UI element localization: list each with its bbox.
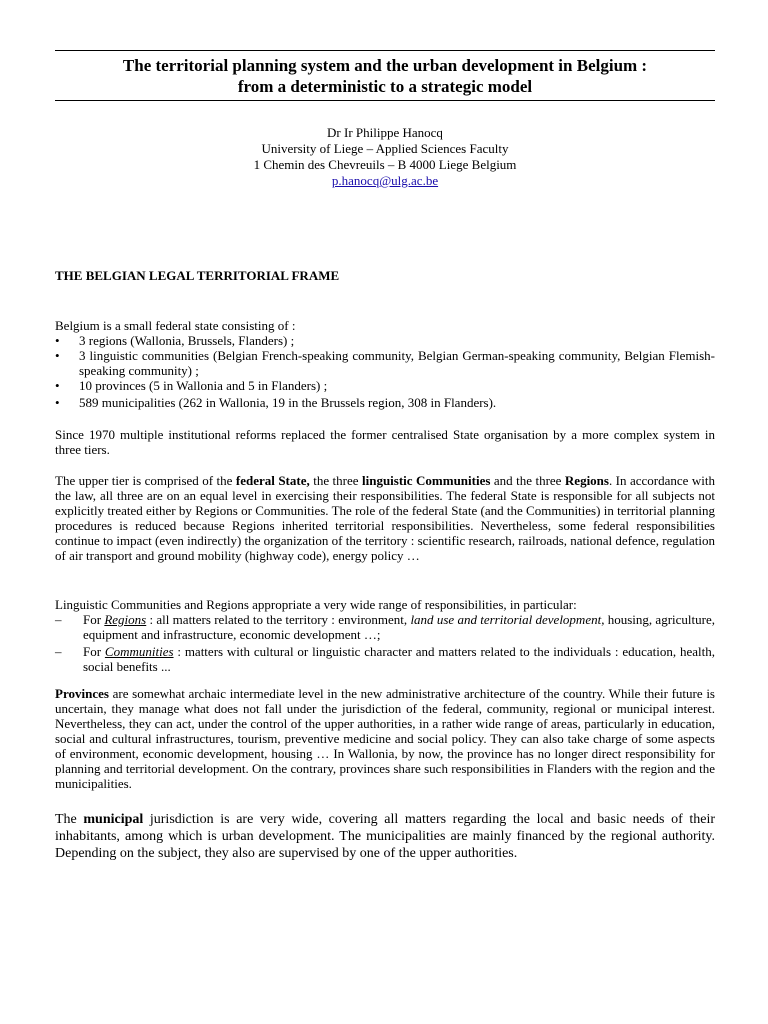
bullet-list: [55, 333, 715, 410]
paragraph-reforms: Since 1970 multiple institutional reforms replaced the former centralised State organisation by a more complex system in three tiers.: [55, 427, 715, 457]
term-communities: Communities: [104, 644, 174, 659]
dash-marker: –: [55, 644, 62, 659]
responsibilities-block: [55, 597, 715, 674]
title-line-1: The territorial planning system and the urban development in Belgium :: [122, 56, 648, 75]
bullet-marker: •: [55, 348, 60, 363]
title-bottom-rule: [55, 100, 715, 101]
list-item-communities: – For Communities : matters with cultural or linguistic character and matters related to the individuals : education, health, social benefits ...: [55, 644, 716, 674]
author-address: 1 Chemin des Chevreuils – B 4000 Liege Belgium: [253, 157, 517, 172]
list-item: • 10 provinces (5 in Wallonia and 5 in Flanders) ;: [55, 378, 328, 393]
paragraph-upper-tier: The upper tier is comprised of the federal State, the three linguistic Communities and the three Regions. In accordance with the law, all three are on an equal level in exercising their responsibilities. The federal State is responsible for all subjects not explicitly treated either by Regions or Communities. The role of the federal State (and the Communities) in territorial planning procedures is reduced because Regions inherited territorial responsibilities. Nevertheless, some federal responsibilities continue to impact (even indirectly) the organization of the territory : scientific research, railroads, national defence, regulation of air transport and ground mobility (highway code), energy policy …: [55, 473, 715, 563]
intro-paragraph: Belgium is a small federal state consisting of :: [55, 318, 296, 333]
paragraph-linguistic: Linguistic Communities and Regions appropriate a very wide range of responsibilities, in particular:: [55, 597, 577, 612]
term-regions: Regions: [104, 612, 147, 627]
author-affiliation: University of Liege – Applied Sciences Faculty: [261, 141, 509, 156]
intro-block: [55, 318, 715, 410]
paragraph-municipal: The municipal jurisdiction is are very wide, covering all matters regarding the local and basic needs of their inhabitants, among which is urban development. The municipalities are mainly financed by the regional authority. Depending on the subject, they also are supervised by one of the upper authorities.: [55, 812, 715, 861]
author-block: [55, 125, 715, 189]
list-item-regions: – For Regions : all matters related to the territory : environment, land use and territorial development, housing, agriculture, equipment and infrastructure, economic development …;: [55, 612, 715, 642]
list-item: • 3 linguistic communities (Belgian French-speaking community, Belgian German-speaking community, Belgian Flemish-speaking community) ;: [55, 348, 715, 378]
author-email-link[interactable]: p.hanocq@ulg.ac.be: [331, 173, 439, 188]
dash-marker: –: [55, 612, 62, 627]
bullet-marker: •: [55, 333, 60, 348]
dash-list: [55, 612, 715, 674]
bullet-marker: •: [55, 378, 60, 393]
paragraph-provinces: Provinces are somewhat archaic intermediate level in the new administrative architecture of the country. While their future is uncertain, they manage what does not fall under the jurisdiction of the federal, community, regional or municipal interest. Nevertheless, they can act, under the control of the upper authorities, in a rather wide range of areas, particularly in education, social and cultural infrastructures, tourism, preventive medicine and social policy. They can also take charge of some aspects of environment, economic development, housing … In Wallonia, by now, the province has no longer direct responsibility for planning and territorial development. On the contrary, provinces share such responsibilities in Flanders with the region and the municipalities.: [55, 686, 715, 791]
title-top-rule: [55, 50, 715, 51]
section-heading: THE BELGIAN LEGAL TERRITORIAL FRAME: [55, 268, 340, 283]
title-line-2: from a deterministic to a strategic model: [237, 77, 533, 96]
author-name: Dr Ir Philippe Hanocq: [327, 125, 443, 140]
list-item: • 3 regions (Wallonia, Brussels, Flanders) ;: [55, 333, 295, 348]
list-item: • 589 municipalities (262 in Wallonia, 19 in the Brussels region, 308 in Flanders).: [55, 395, 497, 410]
paper-title: [55, 55, 715, 97]
bullet-marker: •: [55, 395, 60, 410]
